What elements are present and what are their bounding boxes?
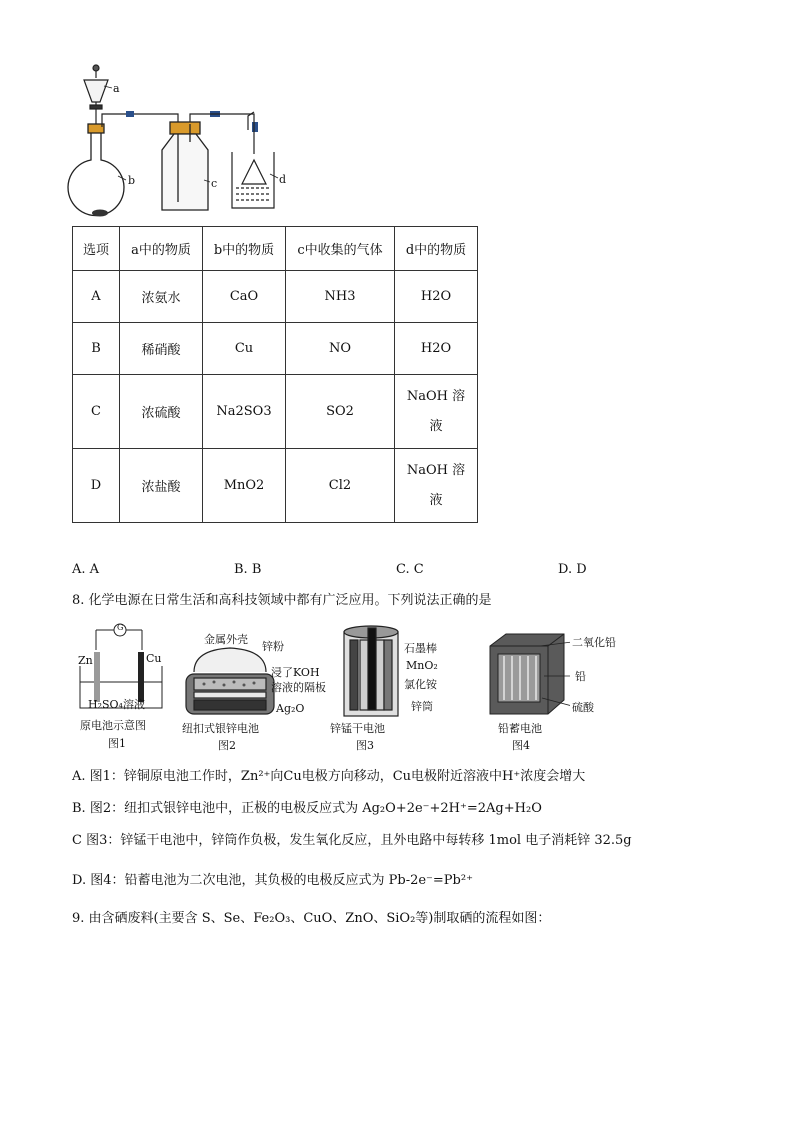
header-cell: a中的物质 [120, 227, 203, 271]
fig1-solution-label: H₂SO₄溶液 [88, 698, 145, 711]
fig2-shell-label: 金属外壳 [204, 633, 248, 646]
fig2-caption: 纽扣式银锌电池 [182, 722, 259, 735]
table-row [73, 449, 478, 523]
cell-b: MnO2 [203, 449, 286, 523]
fig4-caption: 铅蓄电池 [498, 722, 542, 735]
cell-b: CaO [203, 271, 286, 323]
cell-c: NO [286, 323, 395, 375]
q8-option-b[interactable]: B. 图2：纽扣式银锌电池中，正极的电极反应式为 Ag₂O+2e⁻+2H⁺=2Ag+H₂O [72, 801, 542, 816]
cell-d [395, 375, 478, 449]
cell-option: D [73, 449, 120, 523]
figure4-lead-acid-battery [484, 628, 570, 720]
q8-option-a[interactable]: A. 图1：锌铜原电池工作时，Zn²⁺向Cu电极方向移动，Cu电极附近溶液中H⁺浓度会增大 [72, 769, 586, 784]
cell-a: 浓氨水 [120, 271, 203, 323]
round-bottom-flask [68, 124, 124, 217]
cell-option: C [73, 375, 120, 449]
cell-d-line2: 液 [429, 492, 443, 508]
fig3-mno2-label: MnO₂ [406, 659, 438, 672]
label-b: b [128, 174, 136, 187]
cell-c: NH3 [286, 271, 395, 323]
cell-d-line1: NaOH 溶 [406, 388, 466, 404]
gas-collecting-bottle [162, 122, 208, 210]
choice-c[interactable]: C. C [396, 562, 424, 577]
table-row [73, 323, 478, 375]
gas-apparatus-figure [66, 60, 316, 222]
fig3-caption: 锌锰干电池 [330, 722, 385, 735]
cell-d-line2: 液 [429, 418, 443, 434]
choice-d[interactable]: D. D [558, 562, 587, 577]
fig3-graphite-label: 石墨棒 [404, 642, 437, 655]
cell-a: 稀硝酸 [120, 323, 203, 375]
fig4-pb-label: 铅 [575, 670, 586, 683]
fig4-number: 图4 [512, 739, 530, 752]
fig2-separator-label2: 溶液的隔板 [271, 681, 326, 694]
fig2-number: 图2 [218, 739, 236, 752]
choice-b[interactable]: B. B [234, 562, 262, 577]
fig3-nh4cl-label: 氯化铵 [404, 678, 437, 691]
separatory-funnel [84, 65, 108, 126]
cell-b: Cu [203, 323, 286, 375]
question-9-stem: 9. 由含硒废料(主要含 S、Se、Fe₂O₃、CuO、ZnO、SiO₂等)制取硒的流程如图： [72, 911, 551, 926]
cell-d: H2O [395, 323, 478, 375]
fig2-zinc-label: 锌粉 [262, 640, 284, 653]
figure3-dry-cell [338, 622, 404, 720]
cell-d: H2O [395, 271, 478, 323]
fig1-number: 图1 [108, 737, 126, 750]
fig1-zn-label: Zn [78, 654, 93, 667]
cell-option: A [73, 271, 120, 323]
cell-option: B [73, 323, 120, 375]
q8-option-d[interactable]: D. 图4：铅蓄电池为二次电池，其负极的电极反应式为 Pb-2e⁻=Pb²⁺ [72, 873, 473, 888]
cell-a: 浓盐酸 [120, 449, 203, 523]
cell-d [395, 449, 478, 523]
question-8-stem: 8. 化学电源在日常生活和高科技领域中都有广泛应用。下列说法正确的是 [72, 593, 492, 608]
fig1-caption: 原电池示意图 [80, 719, 146, 732]
cell-c: Cl2 [286, 449, 395, 523]
cell-b: Na2SO3 [203, 375, 286, 449]
fig1-g-label: G [117, 623, 124, 632]
table-header-row [73, 227, 478, 271]
choice-a[interactable]: A. A [72, 562, 100, 577]
header-cell: d中的物质 [395, 227, 478, 271]
header-cell: 选项 [73, 227, 120, 271]
label-a: a [113, 82, 120, 95]
fig1-cu-label: Cu [146, 652, 162, 665]
label-d: d [279, 173, 287, 186]
fig2-separator-label1: 浸了KOH [271, 666, 320, 679]
header-cell: b中的物质 [203, 227, 286, 271]
cell-a: 浓硫酸 [120, 375, 203, 449]
options-table [72, 226, 478, 523]
table-row [73, 375, 478, 449]
beaker [232, 152, 274, 208]
cell-d-line1: NaOH 溶 [406, 462, 466, 478]
fig2-ag2o-label: Ag₂O [276, 702, 305, 715]
cell-c: SO2 [286, 375, 395, 449]
fig4-h2so4-label: 硫酸 [572, 701, 594, 714]
fig4-pbo2-label: 二氧化铅 [572, 636, 616, 649]
fig3-number: 图3 [356, 739, 374, 752]
fig3-zncan-label: 锌筒 [411, 700, 433, 713]
header-cell: c中收集的气体 [286, 227, 395, 271]
label-c: c [211, 177, 218, 190]
q8-option-c[interactable]: C 图3：锌锰干电池中，锌筒作负极，发生氧化反应，且外电路中每转移 1mol 电子消耗锌 32.5g [72, 833, 632, 848]
table-row [73, 271, 478, 323]
